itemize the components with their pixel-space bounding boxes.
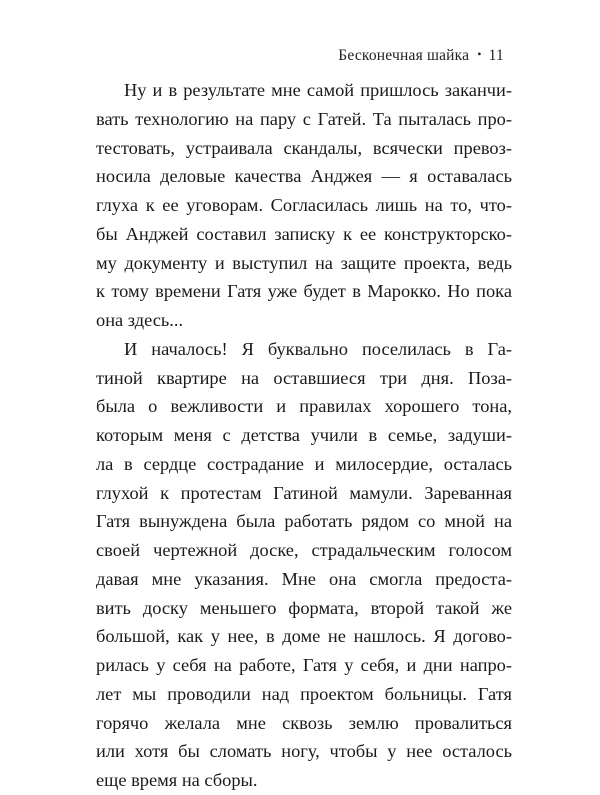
text-line: тиной квартире на оставшиеся три дня. Поза- xyxy=(96,367,512,388)
text-line: большой, как у нее, в доме не нашлось. Я догово- xyxy=(96,626,512,647)
running-head xyxy=(338,47,504,65)
text-line: носила деловые качества Анджея — я оставалась xyxy=(96,166,512,187)
text-line: И началось! Я буквально поселилась в Га- xyxy=(124,338,512,359)
text-line: вить доску меньшего формата, второй такой же xyxy=(96,597,512,618)
text-line: Гатя вынуждена была работать рядом со мной на xyxy=(96,511,512,532)
text-line: была о вежливости и правилах хорошего тона, xyxy=(96,396,512,417)
text-line: тестовать, устраивала скандалы, всячески превоз- xyxy=(96,137,512,158)
text-line: глуха к ее уговорам. Согласилась лишь на то, что- xyxy=(96,195,512,215)
book-title: Бесконечная шайка xyxy=(338,47,470,64)
text-line: му документу и выступил на защите проекта, ведь xyxy=(96,252,512,273)
text-line: рилась у себя на работе, Гатя у себя, и дни напро- xyxy=(96,655,512,675)
text-line: Ну и в результате мне самой пришлось заканчи- xyxy=(124,80,512,100)
text-line: вать технологию на пару с Гатей. Та пыталась про- xyxy=(96,108,512,129)
page-number: 11 xyxy=(488,47,504,64)
text-line: бы Анджей составил записку к ее конструкторско- xyxy=(96,223,512,244)
text-line: лет мы проводили над проектом больницы. Гатя xyxy=(96,683,512,704)
text-line: своей чертежной доске, страдальческим голосом xyxy=(96,540,512,560)
text-line: еще время на сборы. xyxy=(96,770,258,790)
text-line: она здесь... xyxy=(96,310,184,330)
text-line: которым меня с детства учили в семье, задуши- xyxy=(96,425,512,445)
text-line: горячо желала мне сквозь землю провалиться xyxy=(96,712,512,733)
header-separator: • xyxy=(477,47,482,61)
body-text xyxy=(96,76,512,795)
text-line: к тому времени Гатя уже будет в Марокко. Но пока xyxy=(96,281,512,302)
text-line: давая мне указания. Мне она смогла предоста- xyxy=(96,568,512,589)
text-line: глухой к протестам Гатиной мамули. Зареванная xyxy=(96,482,512,503)
text-line: ла в сердце сострадание и милосердие, осталась xyxy=(96,453,512,474)
text-line: или хотя бы сломать ногу, чтобы у нее осталось xyxy=(96,741,512,762)
